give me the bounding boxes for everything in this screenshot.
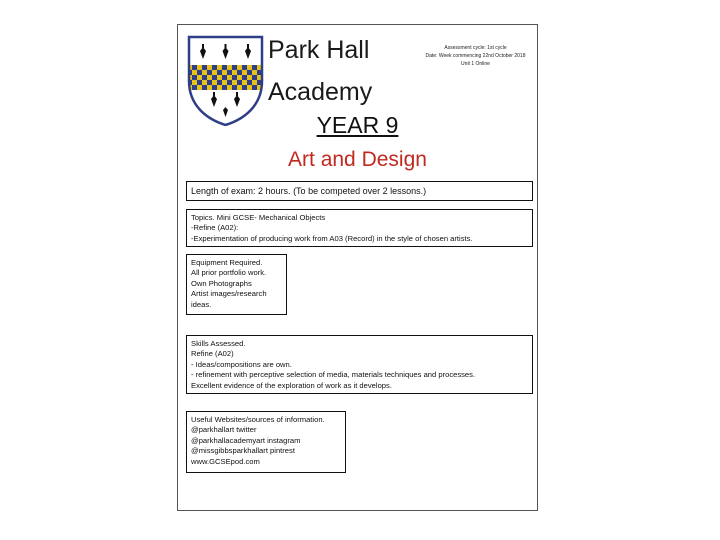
topics-line: Topics. Mini GCSE- Mechanical Objects — [191, 213, 326, 222]
skills-line: Refine (A02) — [191, 349, 234, 359]
equipment-box — [186, 254, 287, 315]
websites-line: @parkhallart twitter — [191, 425, 257, 435]
equipment-line: ideas. — [191, 299, 212, 309]
assessment-info — [418, 44, 533, 68]
subject-heading: Art and Design — [288, 148, 427, 171]
school-name-line-2: Academy — [268, 78, 373, 106]
assessment-date: Date: Week commencing 22nd October 2018 — [425, 53, 526, 59]
assessment-unit: Unit 1 Online — [461, 61, 490, 67]
equipment-line: Own Photographs — [191, 278, 252, 288]
exam-length-box — [186, 181, 533, 201]
year-heading-text: YEAR 9 — [316, 112, 399, 138]
skills-line: - refinement with perceptive selection of media, materials techniques and processes. — [191, 370, 476, 380]
skills-line: Skills Assessed. — [191, 339, 246, 348]
websites-line: @missgibbsparkhallart pintrest — [191, 446, 295, 456]
exam-length-text: Length of exam: 2 hours. (To be competed over 2 lessons.) — [191, 186, 427, 196]
equipment-line: Artist images/research — [191, 289, 267, 299]
websites-line: Useful Websites/sources of information. — [191, 415, 325, 424]
topics-box — [186, 209, 533, 247]
document-page — [177, 24, 538, 511]
school-name-line-1: Park Hall — [268, 36, 370, 64]
websites-box — [186, 411, 346, 473]
skills-box — [186, 335, 533, 394]
assessment-cycle: Assessment cycle: 1st cycle — [444, 45, 507, 51]
topics-line: -Experimentation of producing work from A03 (Record) in the style of chosen artists. — [191, 233, 473, 243]
equipment-line: Equipment Required. — [191, 258, 263, 267]
equipment-line: All prior portfolio work. — [191, 268, 267, 278]
skills-line: - Ideas/compositions are own. — [191, 359, 292, 369]
websites-line: @parkhallacademyart instagram — [191, 435, 301, 445]
year-heading — [178, 112, 537, 139]
websites-line: www.GCSEpod.com — [191, 456, 260, 466]
skills-line: Excellent evidence of the exploration of work as it develops. — [191, 380, 392, 390]
school-name — [268, 29, 372, 113]
topics-line: -Refine (A02): — [191, 223, 239, 233]
